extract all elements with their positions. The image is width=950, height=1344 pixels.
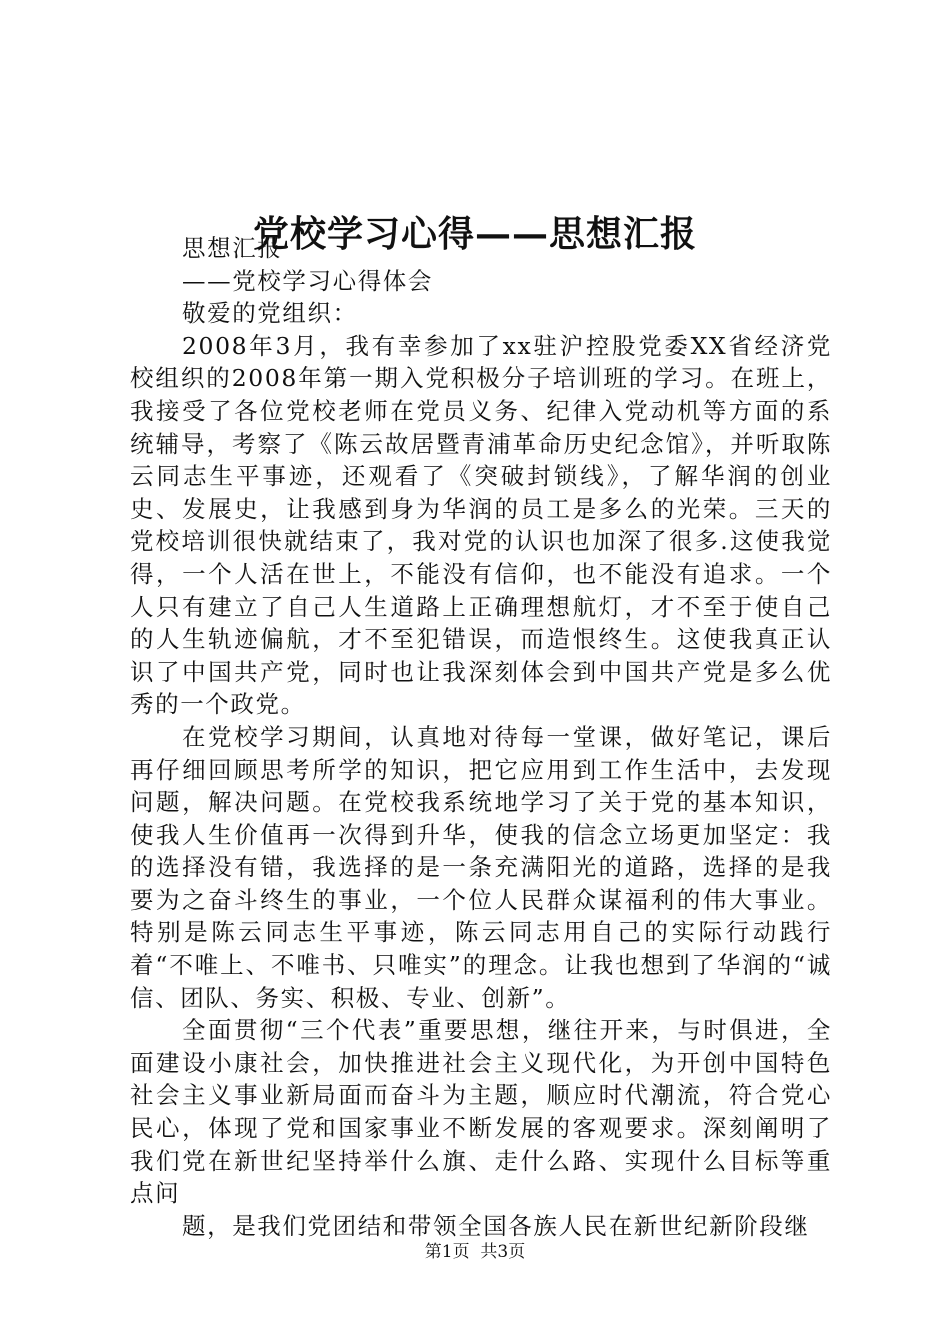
body-paragraph: 在党校学习期间，认真地对待每一堂课，做好笔记，课后再仔细回顾思考所学的知识，把它应用到工作生活中，去发现问题，解决问题。在党校我系统地学习了关于党的基本知识，使我人生价值再一次得到升华，使我的信念立场更加坚定：我的选择没有错，我选择的是一条充满阳光的道路，选择的是我要为之奋斗终生的事业，一个位人民群众谋福利的伟大事业。特别是陈云同志生平事迹，陈云同志用自己的实际行动践行着“不唯上、不唯书、只唯实”的理念。让我也想到了华润的“诚信、团队、务实、积极、专业、创新”。 [130,722,832,1012]
heading-line: 思想汇报 [182,234,283,262]
body-paragraph: 全面贯彻“三个代表”重要思想，继往开来，与时俱进，全面建设小康社会，加快推进社会主义现代化，为开创中国特色社会主义事业新局面而奋斗为主题，顺应时代潮流，符合党心民心，体现了党和国家事业不断发展的客观要求。深刻阐明了我们党在新世纪坚持举什么旗、走什么路、实现什么目标等重点问 [130,1016,832,1208]
salutation: 敬爱的党组织： [182,299,358,328]
page-number: 第1页 [424,1242,470,1262]
body-paragraph: 题，是我们党团结和带领全国各族人民在新世纪新阶段继 [182,1211,810,1240]
page-footer [0,1240,950,1264]
page-total: 共3页 [480,1242,526,1262]
document-title: 党校学习心得——思想汇报 [252,213,697,256]
body-paragraph: 2008年3月，我有幸参加了xx驻沪控股党委XX省经济党校组织的2008年第一期入党积极分子培训班的学习。在班上，我接受了各位党校老师在党员义务、纪律入党动机等方面的系统辅导，考察了《陈云故居暨青浦革命历史纪念馆》，并听取陈云同志生平事迹，还观看了《突破封锁线》，了解华润的创业史、发展史，让我感到身为华润的员工是多么的光荣。三天的党校培训很快就结束了，我对党的认识也加深了很多.这使我觉得，一个人活在世上，不能没有信仰，也不能没有追求。一个人只有建立了自己人生道路上正确理想航灯，才不至于使自己的人生轨迹偏航，才不至犯错误，而造恨终生。这使我真正认识了中国共产党，同时也让我深刻体会到中国共产党是多么优秀的一个政党。 [130,331,832,719]
subheading-line: ——党校学习心得体会 [182,266,433,295]
document-body [130,232,832,1242]
